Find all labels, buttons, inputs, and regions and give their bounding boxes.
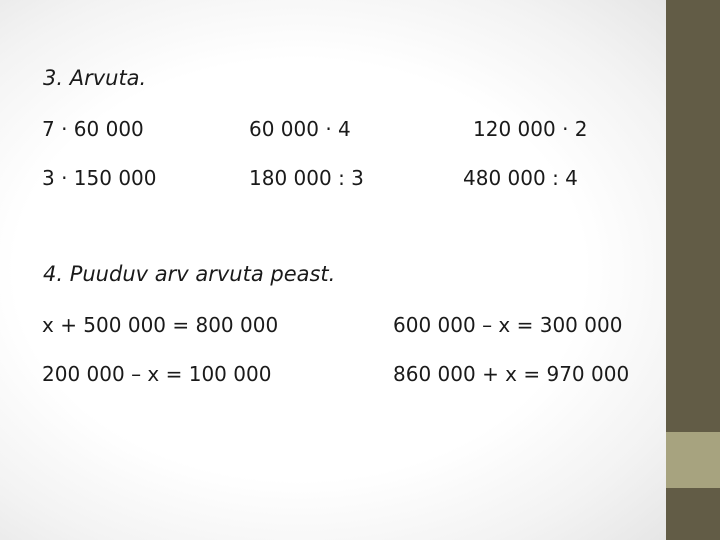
exercise-4-row2-col2: 860 000 + x = 970 000 [393,362,630,386]
sidebar-accent-band [666,432,720,488]
exercise-4-row1-col1: x + 500 000 = 800 000 [42,313,279,337]
section-3-heading: 3. Arvuta. [43,66,147,90]
exercise-3-row2-col2: 180 000 : 3 [249,166,364,190]
decorative-sidebar [666,0,720,540]
exercise-3-row1-col2: 60 000 · 4 [249,117,351,141]
exercise-4-row2-col1: 200 000 – x = 100 000 [42,362,272,386]
exercise-3-row2-col1: 3 · 150 000 [42,166,157,190]
sidebar-bottom-band [666,488,720,540]
exercise-4-row1-col2: 600 000 – x = 300 000 [393,313,623,337]
exercise-3-row1-col1: 7 · 60 000 [42,117,144,141]
sidebar-top-band [666,0,720,432]
exercise-3-row1-col3: 120 000 · 2 [473,117,588,141]
exercise-3-row2-col3: 480 000 : 4 [463,166,578,190]
section-4-heading: 4. Puuduv arv arvuta peast. [43,262,336,286]
